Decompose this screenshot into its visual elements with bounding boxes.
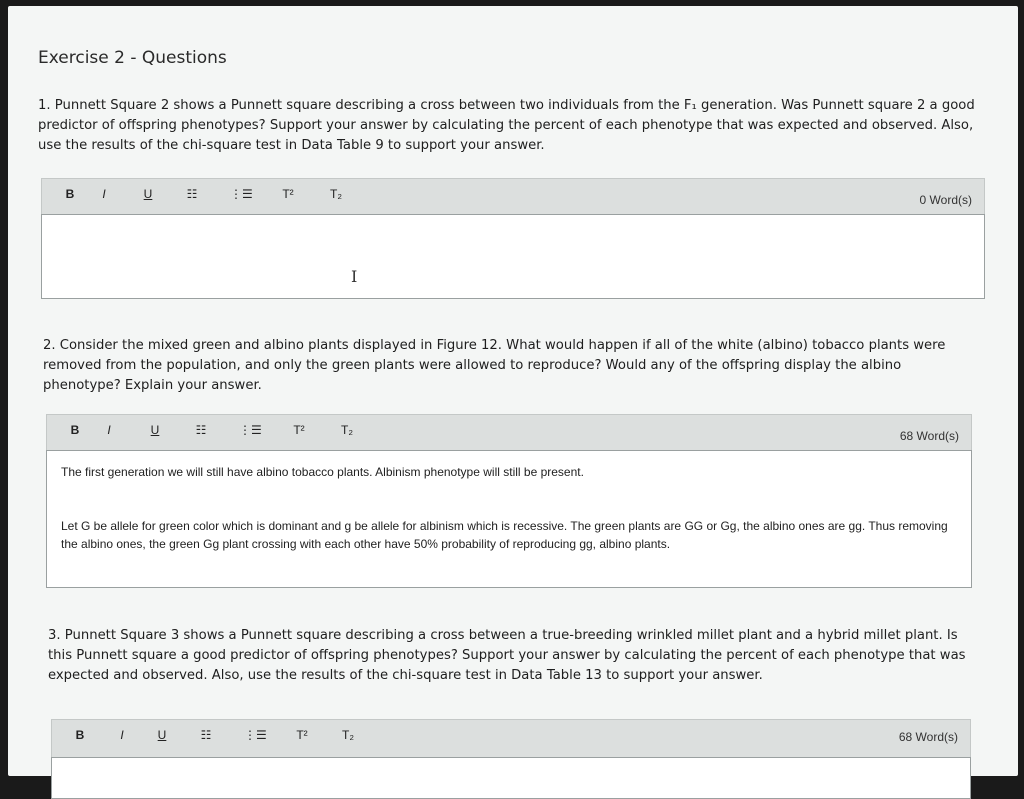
subscript-button[interactable]: T₂ <box>342 728 354 742</box>
superscript-button[interactable]: T² <box>296 728 308 742</box>
subscript-button[interactable]: T₂ <box>330 187 342 201</box>
answer-paragraph: Let G be allele for green color which is dominant and g be allele for albinism which is recessive. The green plants are GG or Gg, the albino ones are gg. Thus removing the albino ones, the green Gg plant crossing with each other have 50% probability of reproducing gg, albino plants. <box>61 519 948 551</box>
numbered-list-icon[interactable]: ⋮☰ <box>239 423 262 437</box>
question-1-text: 1. Punnett Square 2 shows a Punnett square describing a cross between two individuals from the F₁ generation. Was Punnett square 2 a good predictor of offspring phenotypes? Support your answer by calculating the percent of each phenotype that was expected and observed. Also, use the results of the chi-square test in Data Table 9 to support your answer. <box>38 98 975 153</box>
italic-button[interactable]: I <box>120 728 124 742</box>
answer-paragraph: The first generation we will still have albino tobacco plants. Albinism phenotype will still be present. <box>61 465 584 479</box>
answer-editor-1[interactable] <box>41 214 985 299</box>
bold-button[interactable]: B <box>75 728 85 742</box>
editor-toolbar-2 <box>46 414 972 451</box>
answer-editor-2[interactable] <box>46 450 972 588</box>
italic-button[interactable]: I <box>107 423 111 437</box>
superscript-button[interactable]: T² <box>282 187 294 201</box>
word-count: 68 Word(s) <box>899 429 959 443</box>
text-cursor-icon: I <box>351 267 358 286</box>
word-count: 68 Word(s) <box>898 730 958 744</box>
question-2-text: 2. Consider the mixed green and albino plants displayed in Figure 12. What would happen if all of the white (albino) tobacco plants were removed from the population, and only the green plants were allowed to reproduce? Would any of the offspring display the albino phenotype? Explain your answer. <box>43 338 946 393</box>
editor-toolbar-1 <box>41 178 985 215</box>
bullet-list-icon[interactable]: ☷ <box>186 187 198 201</box>
bullet-list-icon[interactable]: ☷ <box>195 423 207 437</box>
underline-button[interactable]: U <box>150 423 160 437</box>
word-count: 0 Word(s) <box>919 193 972 207</box>
page-title: Exercise 2 - Questions <box>38 48 227 68</box>
bullet-list-icon[interactable]: ☷ <box>200 728 212 742</box>
numbered-list-icon[interactable]: ⋮☰ <box>244 728 267 742</box>
superscript-button[interactable]: T² <box>293 423 305 437</box>
underline-button[interactable]: U <box>157 728 167 742</box>
editor-toolbar-3 <box>51 719 971 758</box>
question-3-text: 3. Punnett Square 3 shows a Punnett square describing a cross between a true-breeding wrinkled millet plant and a hybrid millet plant. Is this Punnett square a good predictor of offspring phenotypes? Support your answer by calculating the percent of each phenotype that was expected and observed. Also, use the results of the chi-square test in Data Table 13 to support your answer. <box>48 628 966 683</box>
underline-button[interactable]: U <box>143 187 153 201</box>
page <box>8 6 1018 776</box>
subscript-button[interactable]: T₂ <box>341 423 353 437</box>
italic-button[interactable]: I <box>102 187 106 201</box>
answer-editor-3[interactable] <box>51 757 971 799</box>
bold-button[interactable]: B <box>65 187 75 201</box>
bold-button[interactable]: B <box>70 423 80 437</box>
numbered-list-icon[interactable]: ⋮☰ <box>230 187 253 201</box>
